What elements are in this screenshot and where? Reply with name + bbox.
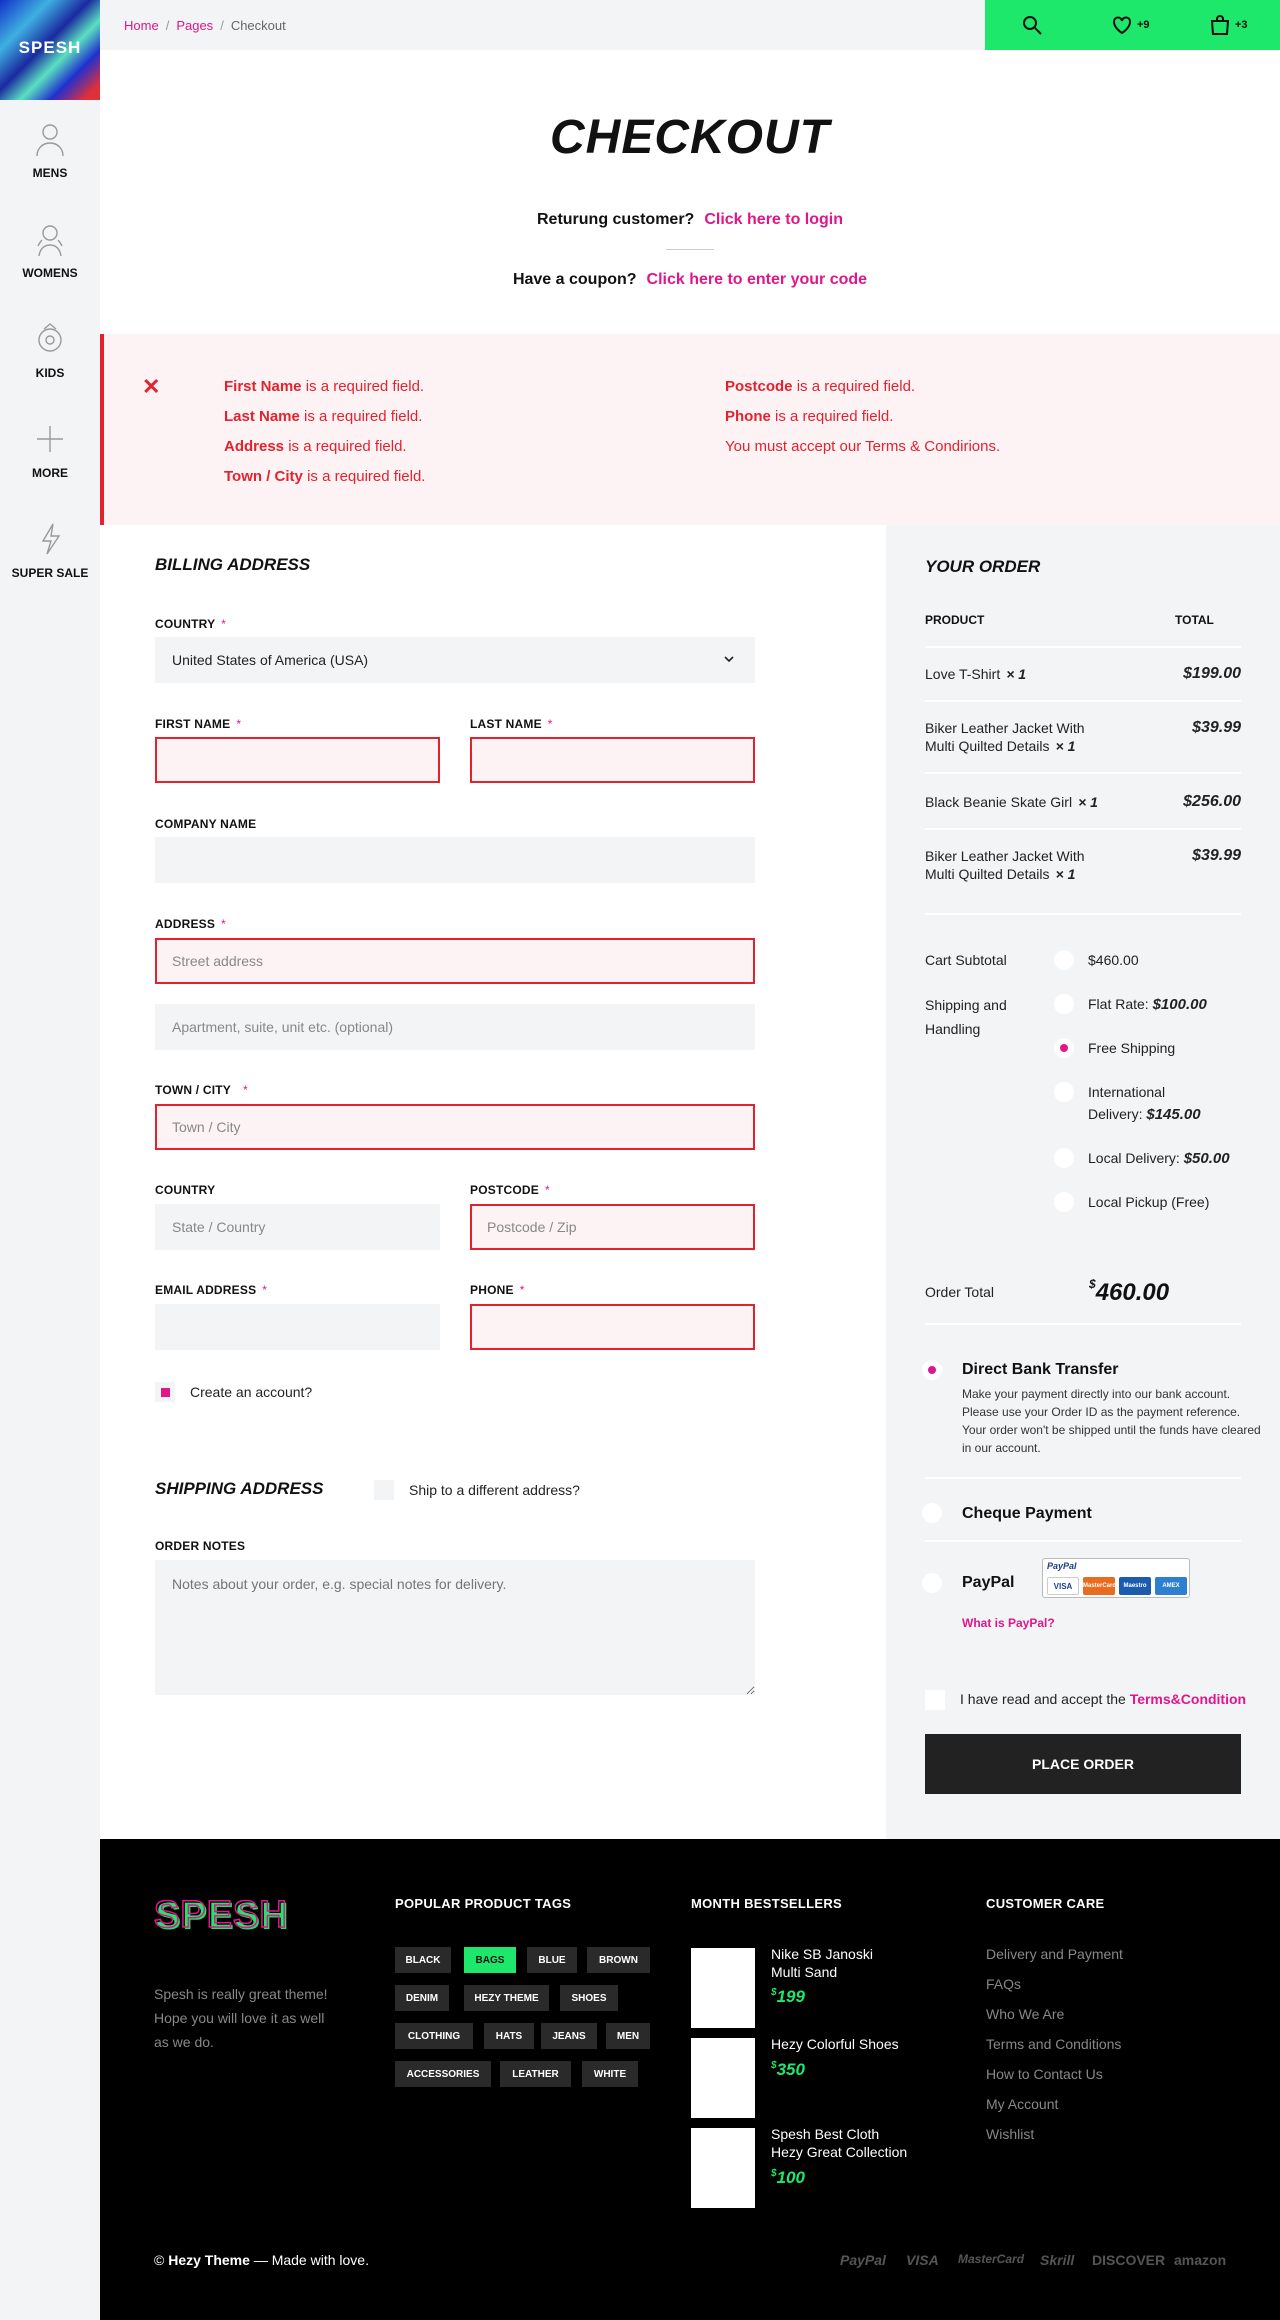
tag[interactable]: BAGS <box>464 1947 516 1973</box>
bestseller-price: $350 <box>771 2060 805 2079</box>
visa-logo: VISA <box>906 2252 939 2268</box>
tag[interactable]: BLACK <box>395 1947 451 1973</box>
wishlist-button[interactable] <box>1110 13 1150 37</box>
country-label: COUNTRY * <box>155 617 227 631</box>
street-address-field[interactable]: Street address <box>155 938 755 984</box>
coupon-prompt <box>100 271 1280 289</box>
bestsellers-title: MONTH BESTSELLERS <box>691 1896 842 1911</box>
subtotal-value: $460.00 <box>1088 952 1139 968</box>
last-name-field[interactable] <box>470 737 755 783</box>
woman-icon <box>31 220 69 258</box>
bestseller-name[interactable]: Nike SB Janoski Multi Sand <box>771 1946 873 1980</box>
state-field[interactable]: State / Country <box>155 1204 440 1250</box>
visa-icon: VISA <box>1047 1577 1079 1595</box>
error-notice <box>100 334 1280 525</box>
login-link[interactable]: Click here to login <box>704 211 844 228</box>
tag[interactable]: MEN <box>606 2023 650 2049</box>
care-link[interactable]: FAQs <box>986 1976 1022 1992</box>
ship-different-checkbox[interactable] <box>374 1480 394 1500</box>
country-select[interactable]: United States of America (USA) <box>155 637 755 683</box>
care-link[interactable]: Delivery and Payment <box>986 1946 1123 1962</box>
order-total-value: $460.00 <box>1089 1277 1170 1306</box>
sidebar-item-label: KIDS <box>35 366 65 380</box>
payment-radio-bank[interactable] <box>922 1360 942 1380</box>
mastercard-logo: MasterCard <box>958 2252 1025 2266</box>
tag[interactable]: BROWN <box>587 1947 650 1973</box>
footer-about: Spesh is really great theme! Hope you will love it as well as we do. <box>154 1986 328 2050</box>
phone-field[interactable] <box>470 1304 755 1350</box>
shipping-option-label: Local Delivery: $50.00 <box>1088 1150 1230 1167</box>
bestseller-price: $199 <box>771 1987 805 2006</box>
shipping-option-label: Flat Rate: $100.00 <box>1088 996 1207 1013</box>
subtotal-label: Cart Subtotal <box>925 952 1007 968</box>
cart-button[interactable] <box>1208 13 1248 37</box>
error-item: Last Name is a required field. <box>224 408 423 425</box>
coupon-link[interactable]: Click here to enter your code <box>646 271 868 288</box>
payment-description: Make your payment directly into our bank account. Please use your Order ID as the payment reference. Your order won't be shipped until the funds have cleared in our account. <box>962 1387 1261 1455</box>
coupon-label: Have a coupon? <box>512 271 637 288</box>
footer <box>100 1839 1280 2320</box>
bestseller-image[interactable] <box>691 2038 755 2118</box>
order-title: YOUR ORDER <box>925 557 1041 576</box>
top-bar <box>100 0 985 50</box>
error-item: You must accept our Terms & Condirions. <box>725 438 1001 455</box>
tags-title: POPULAR PRODUCT TAGS <box>395 1896 572 1911</box>
sidebar-item-label: SUPER SALE <box>11 566 89 580</box>
payment-label: Cheque Payment <box>962 1505 1092 1522</box>
page-title: CHECKOUT <box>550 111 830 164</box>
paypal-logo: PayPal <box>840 2252 886 2268</box>
paypal-cards-badge <box>1042 1558 1190 1598</box>
error-item: Postcode is a required field. <box>725 378 916 395</box>
header-tools <box>985 0 1280 50</box>
shipping-option-radio[interactable] <box>1054 1148 1074 1168</box>
care-link[interactable]: Wishlist <box>986 2126 1035 2142</box>
tag[interactable]: WHITE <box>582 2061 638 2087</box>
footer-logo[interactable]: SPESH <box>154 1894 288 1936</box>
payment-label: Direct Bank Transfer <box>962 1361 1119 1378</box>
total-column-header: TOTAL <box>1175 613 1214 627</box>
address-label: ADDRESS * <box>155 917 226 931</box>
amex-icon: AMEX <box>1155 1577 1187 1595</box>
cart-count: +3 <box>1235 19 1248 31</box>
breadcrumb-pages[interactable]: Pages <box>176 18 214 33</box>
sidebar-item-label: MORE <box>32 466 68 480</box>
sidebar-item-kids[interactable] <box>0 320 100 382</box>
care-title: CUSTOMER CARE <box>986 1896 1105 1911</box>
bestseller-price: $100 <box>771 2168 805 2187</box>
company-label: COMPANY NAME <box>155 817 257 831</box>
order-notes-field[interactable] <box>155 1560 755 1695</box>
bestseller-image[interactable] <box>691 1948 755 2028</box>
paypal-logo: PayPal <box>1047 1561 1077 1571</box>
address-line2-field[interactable]: Apartment, suite, unit etc. (optional) <box>155 1004 755 1050</box>
company-field[interactable] <box>155 837 755 883</box>
place-order-button[interactable]: PLACE ORDER <box>925 1734 1241 1794</box>
tag[interactable]: ACCESSORIES <box>395 2061 491 2087</box>
sidebar-item-mens[interactable] <box>0 120 100 182</box>
bestseller-name[interactable]: Hezy Colorful Shoes <box>771 2036 899 2052</box>
postcode-label: POSTCODE * <box>470 1183 550 1197</box>
tag[interactable]: CLOTHING <box>395 2023 473 2049</box>
order-total-label: Order Total <box>925 1284 994 1300</box>
sidebar-item-label: MENS <box>32 166 68 180</box>
terms-checkbox[interactable] <box>925 1690 945 1710</box>
town-label: TOWN / CITY * <box>155 1083 248 1097</box>
payment-radio-cheque[interactable] <box>922 1503 942 1523</box>
discover-logo: DISCOVER <box>1092 2252 1166 2268</box>
breadcrumb-current: Checkout <box>230 18 286 33</box>
wishlist-count: +9 <box>1137 19 1150 31</box>
town-city-field[interactable]: Town / City <box>155 1104 755 1150</box>
shipping-option-label: Local Pickup (Free) <box>1088 1194 1210 1210</box>
sidebar-item-more[interactable] <box>0 420 100 482</box>
tag[interactable]: HATS <box>484 2023 534 2049</box>
tag[interactable]: LEATHER <box>500 2061 571 2087</box>
subtotal-radio <box>1054 950 1074 970</box>
sidebar-item-label: WOMENS <box>22 266 78 280</box>
payment-label: PayPal <box>962 1574 1015 1591</box>
error-list-left <box>224 372 425 492</box>
product-column-header: PRODUCT <box>925 613 985 627</box>
first-name-label: FIRST NAME * <box>155 717 242 731</box>
plus-icon <box>31 420 69 458</box>
sidebar-item-womens[interactable] <box>0 220 100 282</box>
shipping-title: SHIPPING ADDRESS <box>155 1479 324 1498</box>
shipping-option-radio[interactable] <box>1054 1082 1074 1102</box>
bestseller-name[interactable]: Spesh Best Cloth Hezy Great Collection <box>771 2126 908 2160</box>
care-link[interactable]: My Account <box>986 2096 1059 2112</box>
order-summary: YOUR ORDER PRODUCT TOTAL Love T-Shirt × 1 $199.00 Biker Leather Jacket With Multi Quilted Details × 1 $39.99 Black Beanie Skate Girl × 1 $256.00 Biker Leather Jacket With Multi Quilted Details × 1 $39.99 Cart Subtotal $460.00 Shipping and Handling Flat Rate: $100.00 Free Shipping International Delivery: $145.00 Local Delivery: $50.00 Local Pickup (Free) Order Total <box>886 525 1280 1839</box>
create-account-checkbox[interactable] <box>155 1382 175 1402</box>
tag[interactable]: HEZY THEME <box>464 1985 549 2011</box>
shipping-option-radio[interactable] <box>1054 994 1074 1014</box>
error-list-right <box>725 372 1000 462</box>
last-name-label: LAST NAME * <box>470 717 553 731</box>
breadcrumb-home[interactable]: Home <box>124 18 159 33</box>
care-link[interactable]: How to Contact Us <box>986 2066 1103 2082</box>
error-icon: ✕ <box>142 374 161 399</box>
error-item: Town / City is a required field. <box>224 468 426 485</box>
sidebar-item-super-sale[interactable] <box>0 520 100 582</box>
error-item: Phone is a required field. <box>725 408 894 425</box>
kid-icon <box>31 320 69 358</box>
ship-different-label: Ship to a different address? <box>409 1482 580 1498</box>
error-item: First Name is a required field. <box>224 378 425 395</box>
error-item: Address is a required field. <box>224 438 407 455</box>
amazon-logo: amazon <box>1174 2252 1227 2268</box>
man-icon <box>31 120 69 158</box>
tag[interactable]: SHOES <box>560 1985 618 2011</box>
phone-label: PHONE * <box>470 1283 525 1297</box>
terms-link[interactable]: Terms&Condition <box>1129 1691 1247 1707</box>
email-field[interactable] <box>155 1304 440 1350</box>
skrill-logo: Skrill <box>1040 2252 1075 2268</box>
left-sidebar <box>0 0 100 2320</box>
brand-logo-text: SPESH <box>18 38 82 57</box>
email-label: EMAIL ADDRESS * <box>155 1283 268 1297</box>
heart-icon <box>1110 13 1134 37</box>
returning-customer <box>100 211 1280 229</box>
what-is-paypal-link[interactable]: What is PayPal? <box>962 1616 1055 1630</box>
maestro-icon: Maestro <box>1119 1577 1151 1595</box>
payment-radio-paypal[interactable] <box>922 1573 942 1593</box>
state-label: COUNTRY <box>155 1183 216 1197</box>
mastercard-icon: MasterCard <box>1083 1577 1115 1595</box>
postcode-field[interactable]: Postcode / Zip <box>470 1204 755 1250</box>
create-account-label: Create an account? <box>190 1384 313 1400</box>
lightning-icon <box>31 520 69 558</box>
order-notes-label: ORDER NOTES <box>155 1539 246 1553</box>
divider <box>666 249 714 250</box>
brand-logo[interactable] <box>0 0 100 100</box>
billing-title: BILLING ADDRESS <box>155 555 311 574</box>
shopping-bag-icon <box>1208 13 1232 37</box>
tag[interactable]: BLUE <box>527 1947 577 1973</box>
chevron-down-icon <box>723 653 735 665</box>
shipping-label: Shipping and Handling <box>925 997 1007 1037</box>
bestseller-image[interactable] <box>691 2128 755 2208</box>
tag[interactable]: DENIM <box>395 1985 449 2011</box>
care-link[interactable]: Terms and Conditions <box>986 2036 1122 2052</box>
shipping-option-label: International Delivery: $145.00 <box>1088 1084 1201 1123</box>
breadcrumb: Home / Pages / Checkout <box>124 18 286 33</box>
first-name-field[interactable] <box>155 737 440 783</box>
shipping-option-radio[interactable] <box>1054 1038 1074 1058</box>
search-button[interactable] <box>1020 13 1044 37</box>
copyright: © Hezy Theme — Made with love. <box>154 2252 369 2268</box>
tag[interactable]: JEANS <box>541 2023 597 2049</box>
shipping-option-label: Free Shipping <box>1088 1040 1176 1056</box>
care-link[interactable]: Who We Are <box>986 2006 1065 2022</box>
terms-label: I have read and accept the Terms&Condition <box>960 1691 1247 1707</box>
shipping-option-radio[interactable] <box>1054 1192 1074 1212</box>
search-icon <box>1020 13 1044 37</box>
returning-label: Returung customer? <box>536 211 695 228</box>
